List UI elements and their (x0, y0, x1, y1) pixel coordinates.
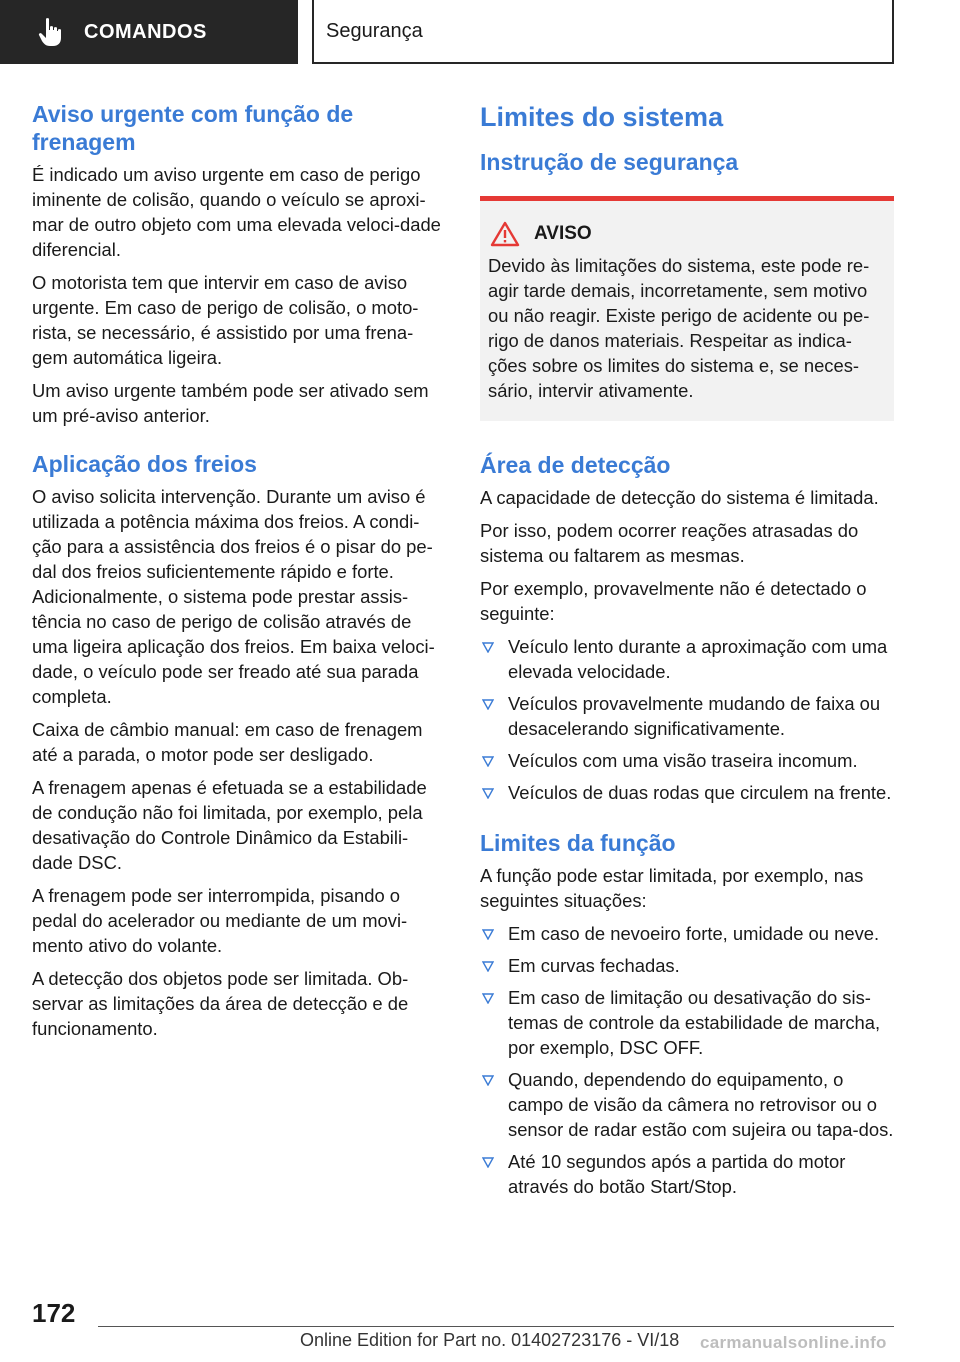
triangle-bullet-icon (482, 642, 494, 653)
list-item: Até 10 segundos após a partida do motor através do botão Start/Stop. (480, 1149, 894, 1199)
heading-limites-sistema: Limites do sistema (480, 102, 724, 132)
footer-edition: Online Edition for Part no. 01402723176 - VI/18 (300, 1330, 680, 1350)
watermark: carmanualsonline.info (700, 1333, 887, 1352)
list-item: Veículos com uma visão traseira incomum. (480, 748, 894, 773)
paragraph: A função pode estar limitada, por exemplo, nas seguintes situações: (480, 865, 864, 911)
triangle-bullet-icon (482, 929, 494, 940)
paragraph: Um aviso urgente também pode ser ativado sem um pré-aviso anterior. (32, 380, 429, 426)
paragraph: A frenagem pode ser interrompida, pisando o pedal do acelerador ou mediante de um movi-mento ativo do volante. (32, 885, 408, 956)
heading-aplicacao-freios: Aplicação dos freios (32, 451, 257, 477)
warning-text: Devido às limitações do sistema, este pode re-agir tarde demais, incorretamente, sem motivo ou não reagir. Existe perigo de acidente ou pe-rigo de danos materiais. Respeitar as indica-ções sobre os limites do sistema e, se neces-sário, intervir ativamente. (488, 255, 870, 401)
list-item: Veículos de duas rodas que circulem na frente. (480, 780, 894, 805)
paragraph: A frenagem apenas é efetuada se a estabilidade de condução não foi limitada, por exemplo, pela desativação do Controle Dinâmico da Estabili-dade DSC. (32, 777, 427, 873)
triangle-bullet-icon (482, 756, 494, 767)
right-column (480, 100, 894, 1209)
paragraph: A detecção dos objetos pode ser limitada. Ob-servar as limitações da área de detecção e de funcionamento. (32, 968, 409, 1039)
paragraph: É indicado um aviso urgente em caso de perigo iminente de colisão, quando o veículo se aproxi-mar de outro objeto com uma elevada veloci-dade diferencial. (32, 164, 441, 260)
list-item: Em curvas fechadas. (480, 953, 894, 978)
section-tab (0, 0, 298, 64)
paragraph: Por isso, podem ocorrer reações atrasadas do sistema ou faltarem as mesmas. (480, 520, 859, 566)
list-item: Em caso de nevoeiro forte, umidade ou neve. (480, 921, 894, 946)
paragraph: O motorista tem que intervir em caso de aviso urgente. Em caso de perigo de colisão, o moto-rista, se necessário, é assistido por uma frena-gem automática ligeira. (32, 272, 419, 368)
paragraph: Por exemplo, provavelmente não é detectado o seguinte: (480, 578, 867, 624)
paragraph: A capacidade de detecção do sistema é limitada. (480, 487, 879, 508)
detection-list (480, 634, 894, 805)
page-number: 172 (32, 1298, 76, 1328)
warning-triangle-icon (490, 221, 520, 247)
list-item: Veículo lento durante a aproximação com uma elevada velocidade. (480, 634, 894, 684)
triangle-bullet-icon (482, 1075, 494, 1086)
warning-box (480, 196, 894, 421)
chapter-title: Segurança (326, 19, 423, 42)
triangle-bullet-icon (482, 961, 494, 972)
left-column (32, 100, 444, 1049)
section-title: COMANDOS (84, 20, 207, 43)
heading-instrucao-seguranca: Instrução de segurança (480, 149, 739, 175)
list-item: Veículos provavelmente mudando de faixa ou desacelerando significativamente. (480, 691, 894, 741)
heading-limites-funcao: Limites da função (480, 830, 676, 856)
triangle-bullet-icon (482, 788, 494, 799)
triangle-bullet-icon (482, 1157, 494, 1168)
paragraph: Caixa de câmbio manual: em caso de frenagem até a parada, o motor pode ser desligado. (32, 719, 423, 765)
heading-area-deteccao: Área de detecção (480, 452, 671, 478)
triangle-bullet-icon (482, 699, 494, 710)
triangle-bullet-icon (482, 993, 494, 1004)
footer-divider (98, 1326, 894, 1327)
warning-title: AVISO (534, 223, 592, 244)
chapter-tab (312, 0, 894, 64)
heading-aviso-urgente: Aviso urgente com função de frenagem (32, 101, 354, 155)
function-limits-list (480, 921, 894, 1199)
list-item: Em caso de limitação ou desativação do sis-temas de controle da estabilidade de marcha, por exemplo, DSC OFF. (480, 985, 894, 1060)
paragraph: O aviso solicita intervenção. Durante um aviso é utilizada a potência máxima dos freios. A condi-ção para a assistência dos freios é o pisar do pe-dal dos freios suficientemente rápido e forte. Adicionalmente, o sistema pode prestar assis-tência no caso de perigo de colisão através de uma ligeira aplicação dos freios. Em baixa veloci-dade, o veículo pode ser freado até sua parada completa. (32, 486, 435, 707)
list-item: Quando, dependendo do equipamento, o campo de visão da câmera no retrovisor ou o sensor de radar estão com sujeira ou tapa-dos. (480, 1067, 894, 1142)
hand-pointer-icon (38, 17, 64, 47)
